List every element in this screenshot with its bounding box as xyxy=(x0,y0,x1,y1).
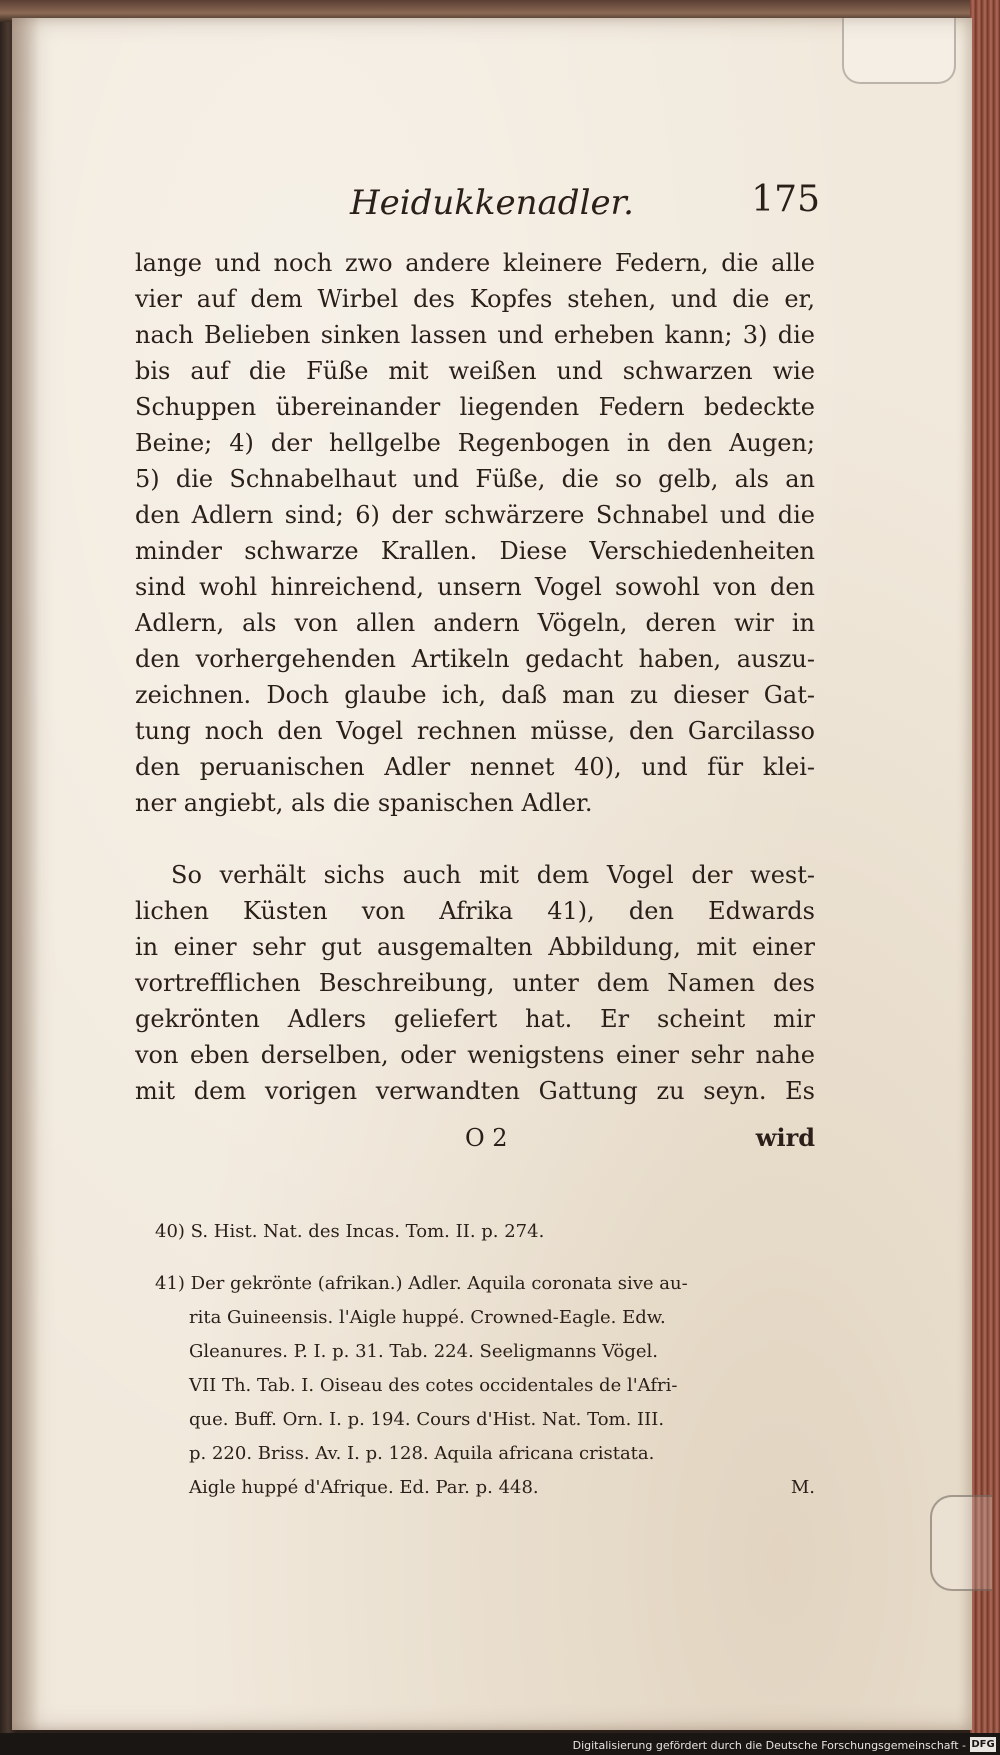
footnote-line xyxy=(155,1471,815,1505)
text-line: vortrefflichen Beschreibung, unter dem Namen des xyxy=(135,969,815,997)
footnote-40: 40) S. Hist. Nat. des Incas. Tom. II. p. 274. xyxy=(155,1221,545,1242)
text-line: gekrönten Adlers geliefert hat. Er scheint mir xyxy=(135,1005,815,1033)
top-clip-mark xyxy=(842,18,956,84)
book-fore-edge xyxy=(970,0,1000,1755)
footnote-line: p. 220. Briss. Av. I. p. 128. Aquila africana cristata. xyxy=(189,1443,655,1464)
text-line: Adlern, als von allen andern Vögeln, deren wir in xyxy=(135,609,815,637)
text-line: So verhält sichs auch mit dem Vogel der west- xyxy=(171,861,815,889)
footnote-line: Gleanures. P. I. p. 31. Tab. 224. Seeligmanns Vögel. xyxy=(189,1341,658,1362)
text-line: vier auf dem Wirbel des Kopfes stehen, und die er, xyxy=(135,285,815,313)
main-text xyxy=(135,245,815,1109)
text-line: den peruanischen Adler nennet 40), und für klei- xyxy=(135,753,815,781)
footnote-line: VII Th. Tab. I. Oiseau des cotes occidentales de l'Afri- xyxy=(189,1375,678,1396)
paragraph-1 xyxy=(135,245,815,821)
text-line: 5) die Schnabelhaut und Füße, die so gelb, als an xyxy=(135,465,815,493)
text-line: tung noch den Vogel rechnen müsse, den Garcilasso xyxy=(135,717,815,745)
footnote-line: rita Guineensis. l'Aigle huppé. Crowned-Eagle. Edw. xyxy=(189,1307,666,1328)
dfg-logo: DFG xyxy=(971,1739,995,1750)
text-line: bis auf die Füße mit weißen und schwarzen wie xyxy=(135,357,815,385)
page-number: 175 xyxy=(751,179,820,220)
text-line: mit dem vorigen verwandten Gattung zu seyn. Es xyxy=(135,1077,815,1105)
side-clip-mark xyxy=(930,1495,992,1591)
gutter-shadow xyxy=(12,18,40,1730)
footnote-mark: M. xyxy=(790,1477,815,1498)
text-line: den vorhergehenden Artikeln gedacht haben, auszu- xyxy=(135,645,815,673)
footnote-line: que. Buff. Orn. I. p. 194. Cours d'Hist. Nat. Tom. III. xyxy=(189,1409,665,1430)
text-line: in einer sehr gut ausgemalten Abbildung, mit einer xyxy=(135,933,815,961)
catchword: wird xyxy=(755,1123,815,1152)
footnote-line: 41) Der gekrönte (afrikan.) Adler. Aquila coronata sive au- xyxy=(155,1273,688,1294)
footnotes xyxy=(155,1215,815,1505)
text-line: lange und noch zwo andere kleinere Federn, die alle xyxy=(135,249,815,277)
text-line: Schuppen übereinander liegenden Federn bedeckte xyxy=(135,393,815,421)
page-header xyxy=(140,175,820,235)
text-line: nach Belieben sinken lassen und erheben kann; 3) die xyxy=(135,321,815,349)
signature-mark: O 2 xyxy=(465,1124,508,1152)
footnote-line-text: Aigle huppé d'Afrique. Ed. Par. p. 448. xyxy=(189,1477,539,1498)
digitization-footer xyxy=(0,1733,1000,1755)
text-line: zeichnen. Doch glaube ich, daß man zu dieser Gat- xyxy=(135,681,815,709)
funding-note: Digitalisierung gefördert durch die Deutsche Forschungsgemeinschaft - xyxy=(572,1739,966,1752)
running-head: Heidukkenadler. xyxy=(350,183,634,223)
text-line: sind wohl hinreichend, unsern Vogel sowohl von den xyxy=(135,573,815,601)
text-line: lichen Küsten von Afrika 41), den Edwards xyxy=(135,897,815,925)
text-line: ner angiebt, als die spanischen Adler. xyxy=(135,789,593,817)
text-line: den Adlern sind; 6) der schwärzere Schnabel und die xyxy=(135,501,815,529)
text-line: von eben derselben, oder wenigstens einer sehr nahe xyxy=(135,1041,815,1069)
paragraph-2 xyxy=(135,857,815,1109)
text-line: minder schwarze Krallen. Diese Verschiedenheiten xyxy=(135,537,815,565)
catch-line xyxy=(135,1120,815,1156)
footnote-41 xyxy=(155,1267,815,1505)
text-line: Beine; 4) der hellgelbe Regenbogen in den Augen; xyxy=(135,429,815,457)
